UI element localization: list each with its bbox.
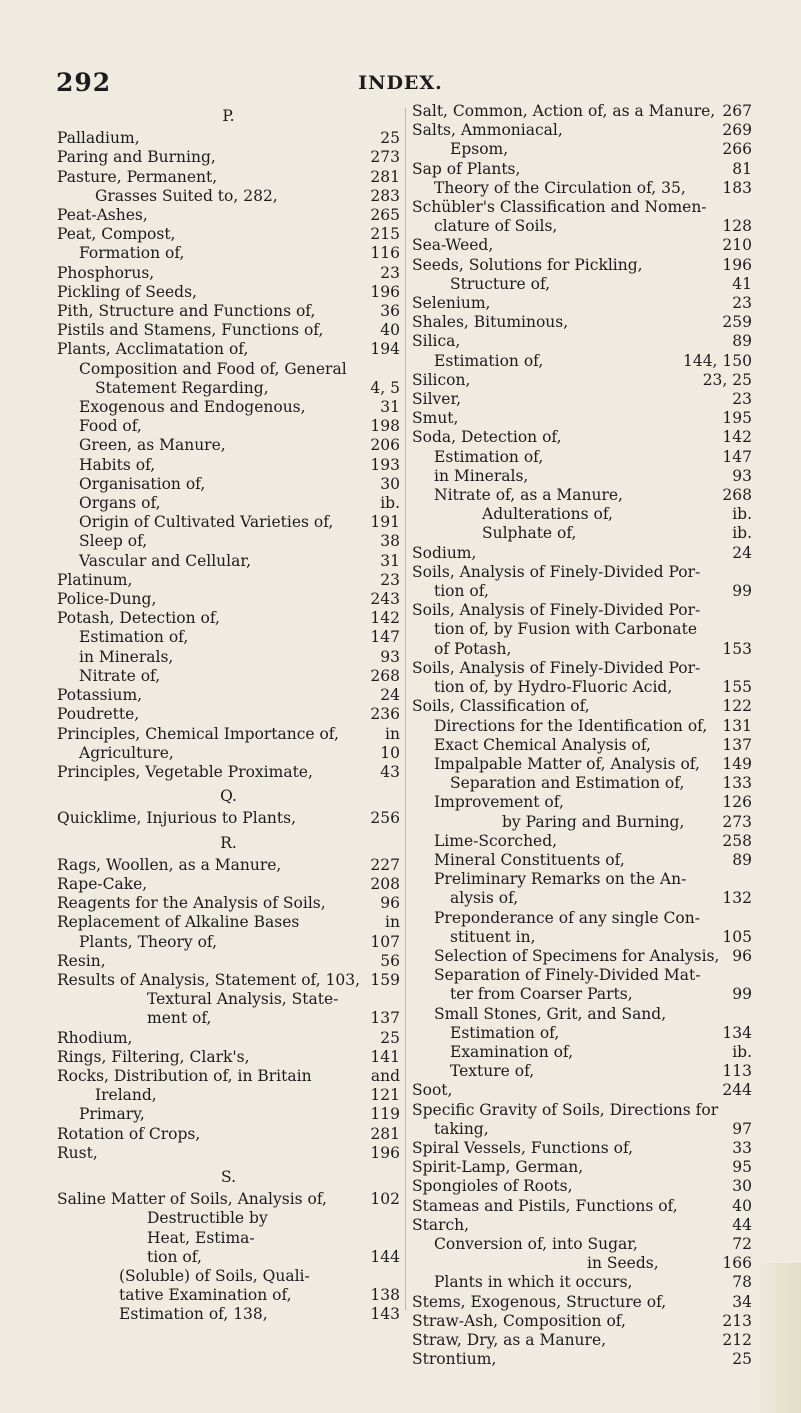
page-header [0, 68, 801, 98]
index-subentry-line: Destructible by [147, 1209, 268, 1228]
index-subentry: Texture of, 113 [450, 1062, 752, 1081]
index-entry: Rags, Woollen, as a Manure, 227 [57, 855, 400, 874]
index-subentry: ment of, 137 [147, 1009, 400, 1028]
column-divider [405, 108, 406, 1310]
index-subentry: Adulterations of, ib. [482, 505, 752, 524]
index-subentry: Exact Chemical Analysis of, 137 [434, 735, 752, 754]
section-letter-q: Q. [220, 787, 237, 806]
index-entry: Straw, Dry, as a Manure, 212 [412, 1331, 752, 1349]
index-subentry: Selection of Specimens for Analysis, 96 [434, 946, 752, 965]
index-entry: Pickling of Seeds, 196 [57, 282, 400, 301]
index-subentry: Vascular and Cellular, 31 [79, 551, 400, 570]
index-entry: Replacement of Alkaline Bases in [57, 913, 400, 932]
index-entry: Rocks, Distribution of, in Britain and [57, 1066, 400, 1085]
index-subentry: Impalpable Matter of, Analysis of, 149 [434, 754, 752, 773]
index-entry-continuation: Ireland, 121 [95, 1086, 400, 1105]
index-subentry: alysis of, 132 [450, 889, 752, 908]
index-entry-line: Soils, Analysis of Finely-Divided Por- [412, 658, 701, 677]
running-title: INDEX. [358, 72, 443, 94]
index-entry: Salts, Ammoniacal, 269 [412, 121, 752, 140]
index-column-left [57, 102, 400, 1325]
index-column-right [412, 102, 752, 1369]
index-entry: Straw-Ash, Composition of, 213 [412, 1311, 752, 1330]
index-entry: Sodium, 24 [412, 543, 752, 562]
index-entry: Principles, Chemical Importance of, in [57, 724, 400, 743]
index-entry: Strontium, 25 [412, 1350, 752, 1369]
index-entry: Principles, Vegetable Proximate, 43 [57, 762, 400, 781]
index-entry: Potash, Detection of, 142 [57, 609, 400, 628]
index-entry: Rape-Cake, 208 [57, 874, 400, 893]
index-subentry: Origin of Cultivated Varieties of, 191 [79, 513, 400, 532]
index-entry: Palladium, 25 [57, 129, 400, 148]
index-subentry-line: Preliminary Remarks on the An- [434, 870, 687, 889]
index-entry: Spongioles of Roots, 30 [412, 1177, 752, 1196]
index-subentry-line: Composition and Food of, General [79, 359, 347, 378]
index-entry: Peat-Ashes, 265 [57, 206, 400, 225]
index-entry: Phosphorus, 23 [57, 263, 400, 282]
index-subentry: Lime-Scorched, 258 [434, 831, 752, 850]
index-subentry: Organs of, ib. [79, 494, 400, 513]
index-entry-continuation: Agriculture, 10 [79, 743, 400, 762]
index-entry-line: Soils, Analysis of Finely-Divided Por- [412, 562, 701, 581]
index-subentry: Estimation of, 144, 150 [434, 351, 752, 370]
index-subentry: Directions for the Identification of, 131 [434, 716, 752, 735]
index-subentry: ter from Coarser Parts, 99 [450, 985, 752, 1004]
index-subentry: Nitrate of, 268 [79, 666, 400, 685]
index-entry: Soot, 244 [412, 1081, 752, 1100]
index-subentry: Nitrate of, as a Manure, 268 [434, 486, 752, 505]
index-entry-continuation: clature of Soils, 128 [434, 217, 752, 236]
index-subentry: Separation and Estimation of, 133 [450, 774, 752, 793]
index-subentry-line: Separation of Finely-Divided Mat- [434, 966, 701, 985]
index-entry-continuation: tion of, 99 [434, 582, 752, 601]
index-entry: Soils, Classification of, 122 [412, 697, 752, 716]
index-subentry: by Paring and Burning, 273 [502, 812, 752, 831]
index-entry: Stems, Exogenous, Structure of, 34 [412, 1292, 752, 1311]
index-subentry: Improvement of, 126 [434, 793, 752, 812]
index-entry: Salt, Common, Action of, as a Manure, 267 [412, 102, 752, 120]
index-subentry: in Seeds, 166 [587, 1254, 752, 1273]
index-subentry: Estimation of, 138, 143 [119, 1305, 400, 1324]
index-entry: Saline Matter of Soils, Analysis of, 102 [57, 1190, 400, 1209]
index-entry: Soda, Detection of, 142 [412, 428, 752, 447]
index-subentry: in Minerals, 93 [79, 647, 400, 666]
index-entry: Rust, 196 [57, 1143, 400, 1162]
index-subentry: tion of, 144 [147, 1247, 400, 1266]
index-entry: Pistils and Stamens, Functions of, 40 [57, 321, 400, 340]
index-entry: Starch, 44 [412, 1215, 752, 1234]
index-entry: Reagents for the Analysis of Soils, 96 [57, 894, 400, 913]
index-entry: Plants, Acclimatation of, 194 [57, 340, 400, 359]
index-subentry: Mineral Constituents of, 89 [434, 850, 752, 869]
index-entry-continuation: taking, 97 [434, 1119, 752, 1138]
index-entry: Selenium, 23 [412, 294, 752, 313]
index-entry-line: Soils, Analysis of Finely-Divided Por- [412, 601, 701, 620]
section-letter-s: S. [221, 1167, 236, 1186]
index-entry-continuation: Plants, Theory of, 107 [79, 932, 400, 951]
index-entry: Spiral Vessels, Functions of, 33 [412, 1138, 752, 1157]
index-subentry: Green, as Manure, 206 [79, 436, 400, 455]
index-entry: Peat, Compost, 215 [57, 225, 400, 244]
index-entry: Pasture, Permanent, 281 [57, 167, 400, 186]
index-subentry: Estimation of, 134 [450, 1023, 752, 1042]
index-subentry: Plants in which it occurs, 78 [434, 1273, 752, 1292]
index-subentry: in Minerals, 93 [434, 466, 752, 485]
index-subentry: Conversion of, into Sugar, 72 [434, 1234, 752, 1253]
index-entry-continuation: of Potash, 153 [434, 639, 752, 658]
page-number: 292 [56, 68, 112, 97]
index-entry: Smut, 195 [412, 409, 752, 428]
index-subentry: Estimation of, 147 [79, 628, 400, 647]
index-subentry: Habits of, 193 [79, 455, 400, 474]
index-subentry: Food of, 198 [79, 417, 400, 436]
index-entry: Potassium, 24 [57, 686, 400, 705]
index-subentry: Primary, 119 [79, 1105, 400, 1124]
index-entry-continuation-line: tion of, by Fusion with Carbonate [434, 620, 698, 639]
index-entry: Rotation of Crops, 281 [57, 1124, 400, 1143]
index-entry: Silicon, 23, 25 [412, 370, 752, 389]
index-subentry: Epsom, 266 [450, 140, 752, 159]
index-subentry: Grasses Suited to, 282, 283 [95, 186, 400, 205]
index-subentry: Structure of, 41 [450, 274, 752, 293]
index-subentry: Examination of, ib. [450, 1042, 752, 1061]
index-entry: Poudrette, 236 [57, 705, 400, 724]
index-entry: Silica, 89 [412, 332, 752, 351]
index-entry: Shales, Bituminous, 259 [412, 313, 752, 332]
index-subentry-line: (Soluble) of Soils, Quali- [119, 1266, 310, 1285]
index-subentry: Sleep of, 38 [79, 532, 400, 551]
index-entry: Quicklime, Injurious to Plants, 256 [57, 809, 400, 828]
index-subentry-line: Heat, Estima- [147, 1228, 255, 1247]
index-entry: Rings, Filtering, Clark's, 141 [57, 1047, 400, 1066]
index-entry: Stameas and Pistils, Functions of, 40 [412, 1196, 752, 1215]
index-entry: Silver, 23 [412, 390, 752, 409]
index-subentry: Sulphate of, ib. [482, 524, 752, 543]
index-subentry-line: Preponderance of any single Con- [434, 908, 700, 927]
index-subentry: stituent in, 105 [450, 927, 752, 946]
index-entry: Sap of Plants, 81 [412, 159, 752, 178]
index-subentry: Statement Regarding, 4, 5 [95, 378, 400, 397]
index-entry: Rhodium, 25 [57, 1028, 400, 1047]
index-subentry: Estimation of, 147 [434, 447, 752, 466]
index-entry: Sea-Weed, 210 [412, 236, 752, 255]
index-entry: Police-Dung, 243 [57, 590, 400, 609]
index-subentry: Theory of the Circulation of, 35, 183 [434, 178, 752, 197]
index-entry: Seeds, Solutions for Pickling, 196 [412, 255, 752, 274]
index-entry-line: Schübler's Classification and Nomen- [412, 198, 707, 217]
index-subentry-line: Small Stones, Grit, and Sand, [434, 1004, 667, 1023]
index-entry: Pith, Structure and Functions of, 36 [57, 302, 400, 321]
index-entry: Resin, 56 [57, 951, 400, 970]
page-edge-shadow [753, 1263, 801, 1413]
index-subentry: tative Examination of, 138 [119, 1286, 400, 1305]
index-subentry: Organisation of, 30 [79, 474, 400, 493]
index-entry-continuation: tion of, by Hydro-Fluoric Acid, 155 [434, 678, 752, 697]
index-entry-line: Specific Gravity of Soils, Directions for [412, 1100, 719, 1119]
index-entry: Results of Analysis, Statement of, 103, 159 [57, 970, 400, 989]
index-entry: Spirit-Lamp, German, 95 [412, 1158, 752, 1177]
index-subentry: Formation of, 116 [79, 244, 400, 263]
index-entry: Paring and Burning, 273 [57, 148, 400, 167]
index-entry: Platinum, 23 [57, 570, 400, 589]
index-subentry-line: Textural Analysis, State- [147, 990, 339, 1009]
section-letter-r: R. [220, 833, 237, 852]
index-subentry: Exogenous and Endogenous, 31 [79, 398, 400, 417]
section-letter-p: P. [222, 107, 235, 125]
